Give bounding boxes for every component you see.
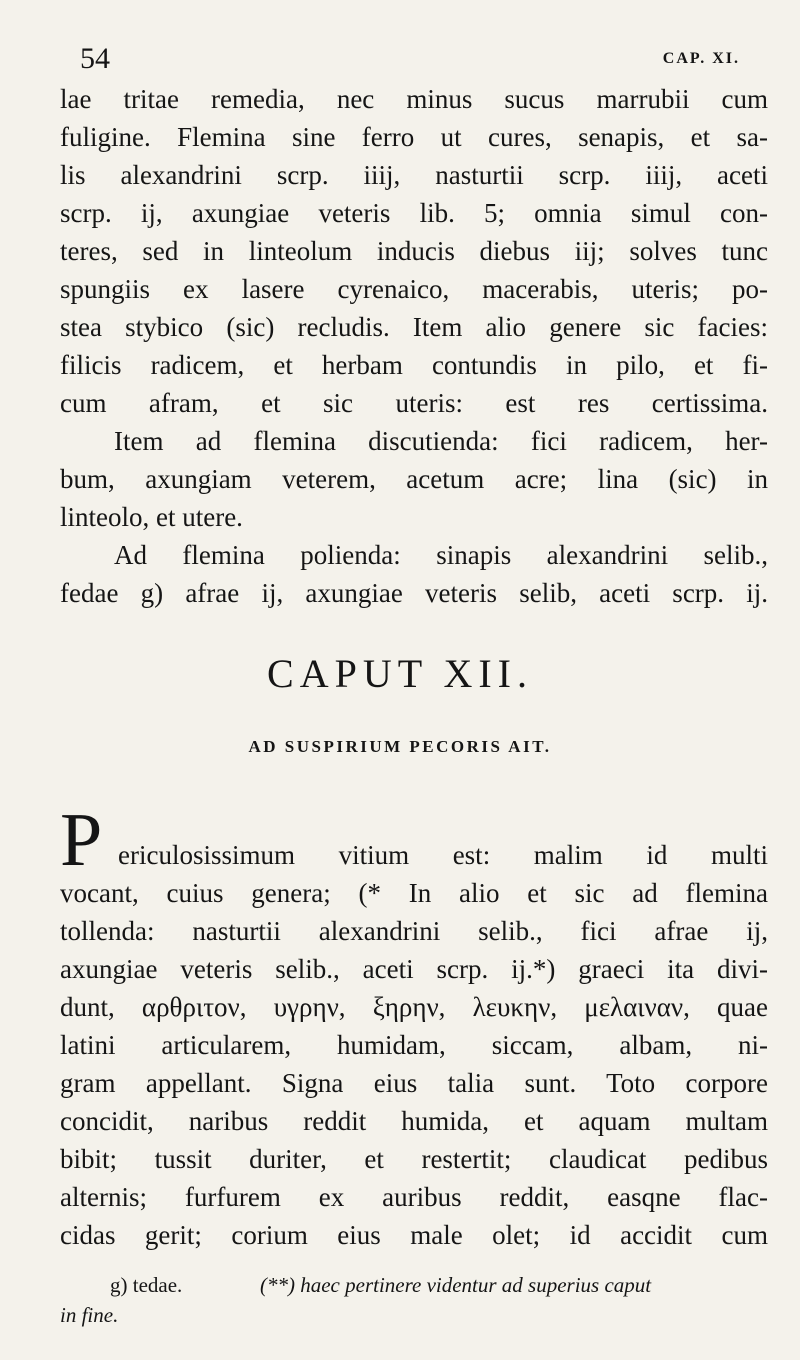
text-line: linteolo, et utere. xyxy=(60,502,243,532)
footnote-g: g) tedae. xyxy=(110,1273,183,1297)
page-header xyxy=(80,40,740,80)
text-line: ericulosissimum vitium est: malim id multi xyxy=(118,840,768,870)
chapter-subtitle: AD SUSPIRIUM PECORIS AIT. xyxy=(248,737,552,756)
text-line: dunt, αρθριτον, υγρην, ξηρην, λευκην, μελαιναν, quae xyxy=(60,992,768,1022)
text-line: stea stybico (sic) recludis. Item alio genere sic facies: xyxy=(60,312,768,342)
text-line: Ad flemina polienda: sinapis alexandrini selib., xyxy=(114,540,768,570)
text-line: scrp. ij, axungiae veteris lib. 5; omnia simul con- xyxy=(60,198,768,228)
footnote-star: (**) haec pertinere videntur ad superius caput xyxy=(260,1273,652,1297)
text-line: concidit, naribus reddit humida, et aquam multam xyxy=(60,1106,768,1136)
text-line: bibit; tussit duriter, et restertit; claudicat pedibus xyxy=(60,1144,768,1174)
text-line: vocant, cuius genera; (* In alio et sic ad flemina xyxy=(60,878,768,908)
text-line: lis alexandrini scrp. iiij, nasturtii scrp. iiij, aceti xyxy=(60,160,768,190)
running-title: CAP. XI. xyxy=(662,50,740,67)
text-line: bum, axungiam veterem, acetum acre; lina (sic) in xyxy=(60,464,768,494)
text-line: axungiae veteris selib., aceti scrp. ij.*) graeci ita divi- xyxy=(60,954,768,984)
page-number: 54 xyxy=(80,42,110,75)
text-line: fuligine. Flemina sine ferro ut cures, senapis, et sa- xyxy=(60,122,768,152)
text-line: Item ad flemina discutienda: fici radicem, her- xyxy=(114,426,768,456)
text-line: lae tritae remedia, nec minus sucus marrubii cum xyxy=(60,84,768,114)
text-line: fedae g) afrae ij, axungiae veteris selib, aceti scrp. ij. xyxy=(60,578,768,608)
text-line: alternis; furfurem ex auribus reddit, easqne flac- xyxy=(60,1182,768,1212)
text-line: cidas gerit; corium eius male olet; id accidit cum xyxy=(60,1220,768,1250)
text-line: spungiis ex lasere cyrenaico, macerabis, uteris; po- xyxy=(60,274,768,304)
text-line: teres, sed in linteolum inducis diebus iij; solves tunc xyxy=(60,236,768,266)
text-line: filicis radicem, et herbam contundis in pilo, et fi- xyxy=(60,350,768,380)
text-line: gram appellant. Signa eius talia sunt. Toto corpore xyxy=(60,1068,768,1098)
text-line: tollenda: nasturtii alexandrini selib., fici afrae ij, xyxy=(60,916,768,946)
chapter-title: CAPUT XII. xyxy=(267,651,533,696)
text-line: cum afram, et sic uteris: est res certissima. xyxy=(60,388,768,418)
drop-cap: P xyxy=(60,798,103,882)
text-line: latini articularem, humidam, siccam, albam, ni- xyxy=(60,1030,768,1060)
footnote-star-continued: in fine. xyxy=(60,1303,119,1327)
